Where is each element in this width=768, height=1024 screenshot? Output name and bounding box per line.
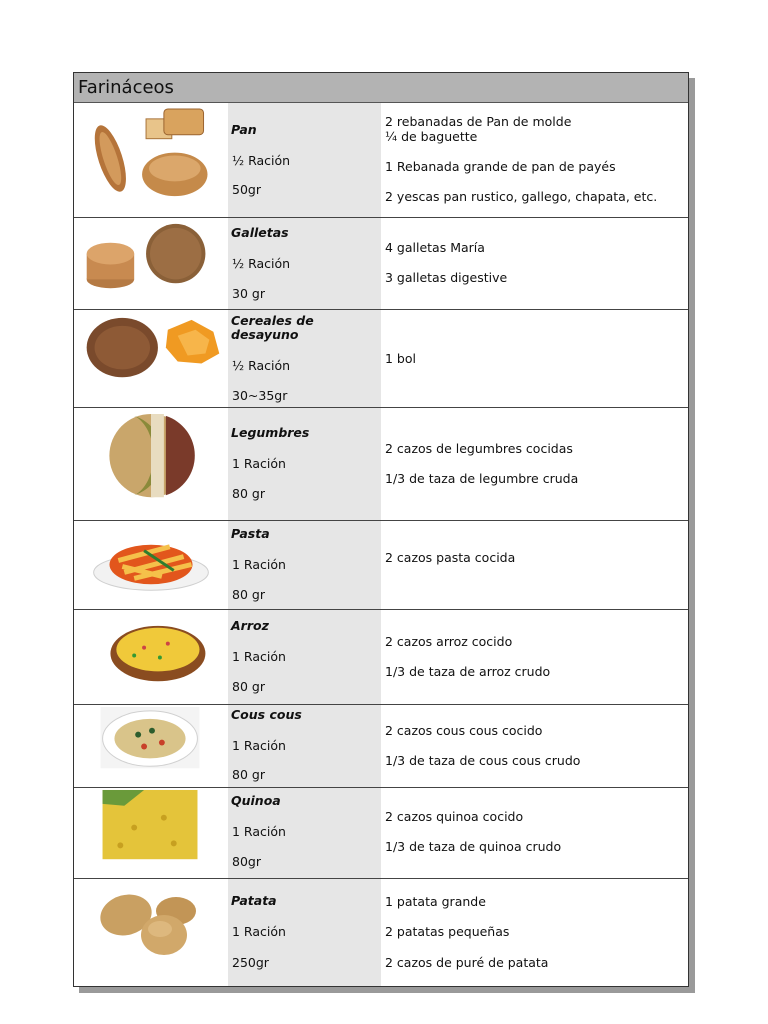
weight: 250gr <box>232 955 269 970</box>
equivalence-line: 1 bol <box>385 351 416 366</box>
quinoa-image <box>74 788 228 878</box>
ration: 1 Ración <box>232 649 286 664</box>
equivalence-line: 2 cazos de puré de patata <box>385 955 549 970</box>
equivalence-line: 1 Rebanada grande de pan de payés <box>385 159 616 174</box>
equivalence-line: 1/3 de taza de arroz crudo <box>385 664 551 679</box>
equivalence-line: 2 yescas pan rustico, gallego, chapata, etc. <box>385 189 658 204</box>
weight: 80 gr <box>232 587 265 602</box>
weight: 80 gr <box>232 767 265 782</box>
equivalence-line: 2 patatas pequeñas <box>385 924 510 939</box>
food-table-card <box>73 72 689 987</box>
weight: 80 gr <box>232 679 265 694</box>
pasta-image <box>74 521 228 609</box>
ration: 1 Ración <box>232 456 286 471</box>
equivalence-line: 1 patata grande <box>385 894 486 909</box>
equivalence-line: 3 galletas digestive <box>385 270 508 285</box>
equivalence-line: 1/3 de taza de legumbre cruda <box>385 471 579 486</box>
table-row <box>74 310 688 408</box>
food-name: Pasta <box>231 526 270 541</box>
food-name: Legumbres <box>231 425 310 440</box>
ration: 1 Ración <box>232 557 286 572</box>
bread-image <box>74 103 228 217</box>
table-title: Farináceos <box>74 73 688 103</box>
table-row <box>74 879 688 986</box>
food-name: Cous cous <box>231 707 302 722</box>
table-row <box>74 103 688 218</box>
equivalence-line: 2 cazos pasta cocida <box>385 550 516 565</box>
table-row <box>74 218 688 310</box>
food-name: Arroz <box>231 618 269 633</box>
table-row <box>74 788 688 879</box>
legumes-image <box>74 408 228 520</box>
ration: 1 Ración <box>232 924 286 939</box>
food-name: Quinoa <box>231 793 281 808</box>
equivalence-line: 2 cazos arroz cocido <box>385 634 513 649</box>
food-name: Patata <box>231 893 277 908</box>
table-row <box>74 610 688 705</box>
equivalence-line: 1/3 de taza de cous cous crudo <box>385 753 581 768</box>
equivalence-line: 4 galletas María <box>385 240 485 255</box>
table-row <box>74 408 688 521</box>
ration: ½ Ración <box>232 358 291 373</box>
equivalence-line: 1/3 de taza de quinoa crudo <box>385 839 562 854</box>
food-name: Galletas <box>231 225 289 240</box>
ration: ½ Ración <box>232 256 291 271</box>
equivalence-line: 2 cazos de legumbres cocidas <box>385 441 573 456</box>
food-name: Pan <box>231 122 257 137</box>
weight: 80 gr <box>232 486 265 501</box>
equivalence-line: ¼ de baguette <box>385 129 478 144</box>
table-row <box>74 705 688 788</box>
couscous-image <box>74 705 228 787</box>
weight: 30~35gr <box>232 388 288 403</box>
food-rows <box>74 103 688 986</box>
food-name: Cereales de desayuno <box>231 313 314 342</box>
weight: 80gr <box>232 854 261 869</box>
table-row <box>74 521 688 610</box>
ration: 1 Ración <box>232 824 286 839</box>
ration: 1 Ración <box>232 738 286 753</box>
cookies-image <box>74 218 228 309</box>
cereal-image <box>74 310 228 407</box>
weight: 30 gr <box>232 286 265 301</box>
equivalence-line: 2 cazos cous cous cocido <box>385 723 543 738</box>
rice-image <box>74 610 228 704</box>
weight: 50gr <box>232 182 261 197</box>
ration: ½ Ración <box>232 153 291 168</box>
equivalence-line: 2 cazos quinoa cocido <box>385 809 524 824</box>
equivalence-line: 2 rebanadas de Pan de molde <box>385 114 572 129</box>
potato-image <box>74 879 228 986</box>
